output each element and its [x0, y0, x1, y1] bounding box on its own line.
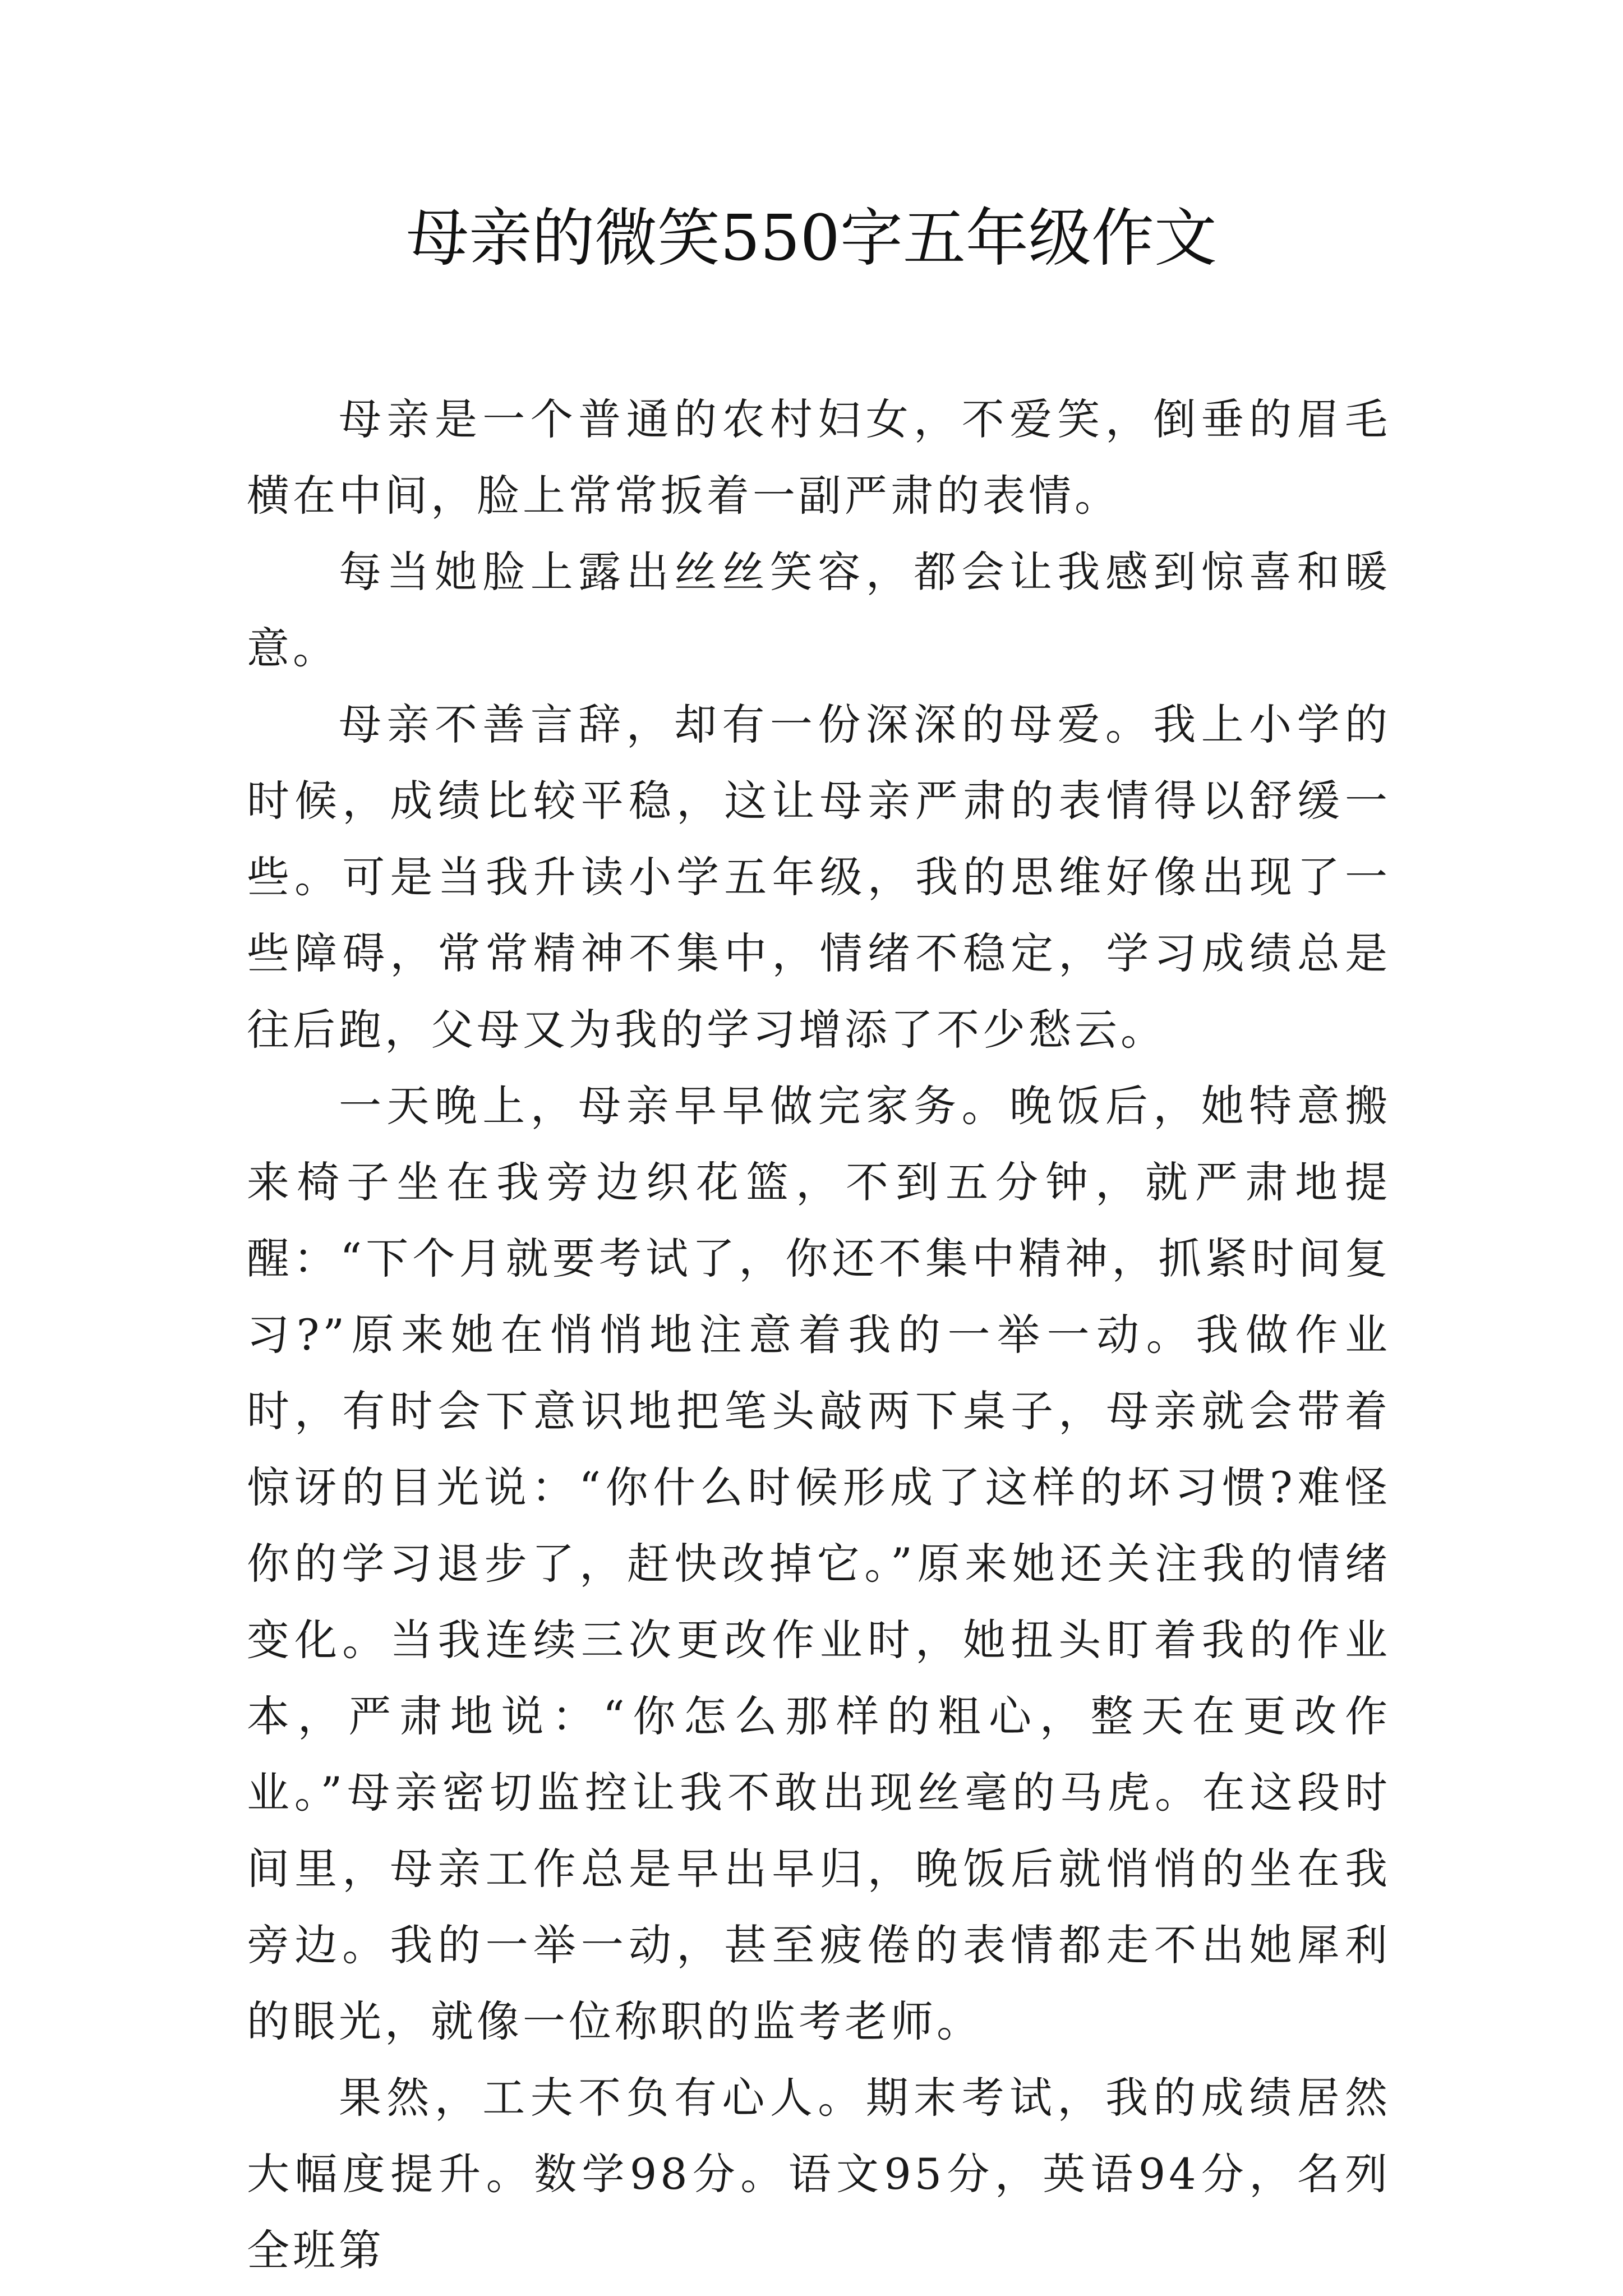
paragraph-4: 一天晚上，母亲早早做完家务。晚饭后，她特意搬来椅子坐在我旁边织花篮，不到五分钟，就严肃地提醒：“下个月就要考试了，你还不集中精神，抓紧时间复习?”原来她在悄悄地注意着我的一举一动。我做作业时，有时会下意识地把笔头敲两下桌子，母亲就会带着惊讶的目光说：“你什么时候形成了这样的坏习惯?难怪你的学习退步了，赶快改掉它。”原来她还关注我的情绪变化。当我连续三次更改作业时，她扭头盯着我的作业本，严肃地说：“你怎么那样的粗心，整天在更改作业。”母亲密切监控让我不敢出现丝毫的马虎。在这段时间里，母亲工作总是早出早归，晚饭后就悄悄的坐在我旁边。我的一举一动，甚至疲倦的表情都走不出她犀利的眼光，就像一位称职的监考老师。: [247, 1081, 1391, 2046]
essay-body: [247, 381, 1391, 2289]
paragraph-3: 母亲不善言辞，却有一份深深的母爱。我上小学的时候，成绩比较平稳，这让母亲严肃的表情得以舒缓一些。可是当我升读小学五年级，我的思维好像出现了一些障碍，常常精神不集中，情绪不稳定，学习成绩总是往后跑，父母又为我的学习增添了不少愁云。: [247, 700, 1391, 1055]
paragraph-1: 母亲是一个普通的农村妇女，不爱笑，倒垂的眉毛横在中间，脸上常常扳着一副严肃的表情。: [247, 394, 1391, 521]
paragraph-5: 果然，工夫不负有心人。期末考试，我的成绩居然大幅度提升。数学98分。语文95分，英语94分，名列全班第: [247, 2073, 1391, 2275]
paragraph-2: 每当她脸上露出丝丝笑容，都会让我感到惊喜和暖意。: [247, 547, 1391, 673]
page-title: 母亲的微笑550字五年级作文: [406, 202, 1217, 275]
